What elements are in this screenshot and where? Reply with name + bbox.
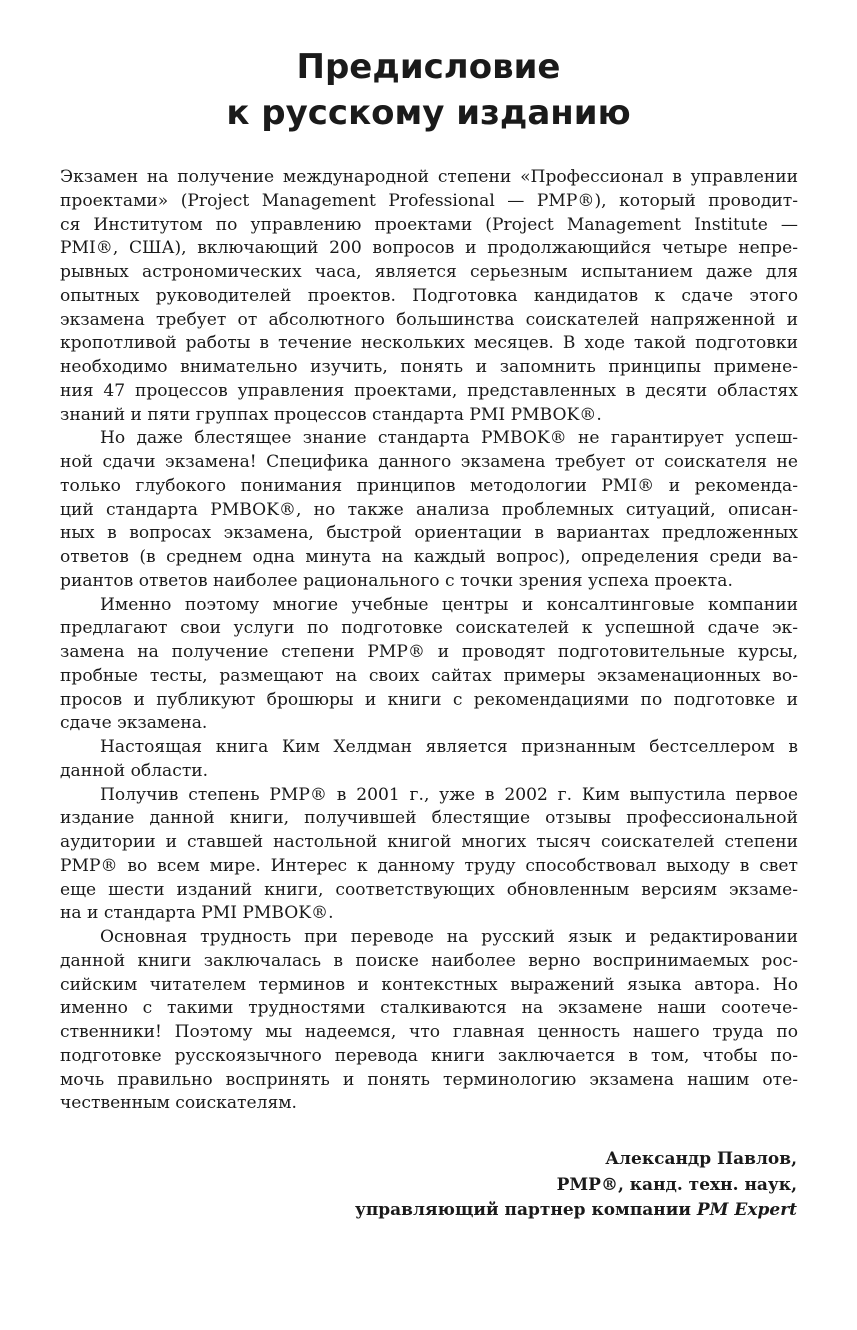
text-line: сийским читателем терминов и контекстных выражений языка автора. Но — [60, 974, 798, 995]
title-line-2: к русскому изданию — [226, 93, 631, 133]
text-line: Экзамен на получение международной степени «Профессионал в управлении — [60, 167, 798, 187]
paragraph — [60, 926, 798, 1116]
text-line: аудитории и ставшей настольной книгой многих тысяч соискателей степени — [60, 832, 798, 852]
paragraph — [60, 736, 798, 784]
text-line: Получив степень PMP® в 2001 г., уже в 2002 г. Ким выпустила первое — [100, 784, 798, 805]
text-line: PMI®, США), включающий 200 вопросов и продолжающийся четыре непре- — [60, 238, 798, 259]
text-line: ной сдачи экзамена! Специфика данного экзамена требует от соискателя не — [60, 452, 798, 472]
text-line: ций стандарта PMBOK®, но также анализа проблемных ситуаций, описан- — [60, 499, 798, 520]
preface-body — [60, 166, 798, 1116]
text-line: мочь правильно воспринять и понять терминологию экзамена нашим оте- — [60, 1069, 798, 1090]
paragraph — [60, 166, 798, 427]
text-line: замена на получение степени PMP® и проводят подготовительные курсы, — [60, 642, 798, 662]
text-line: ответов (в среднем одна минута на каждый вопрос), определения среди ва- — [60, 547, 798, 567]
text-line: Настоящая книга Ким Хелдман является признанным бестселлером в — [100, 737, 798, 757]
text-line: знаний и пяти группах процессов стандарта PMI PMBOK®. — [60, 404, 602, 425]
text-line: еще шести изданий книги, соответствующих обновленным версиям экзаме- — [60, 879, 798, 900]
text-line: Но даже блестящее знание стандарта PMBOK® не гарантирует успеш- — [100, 428, 798, 449]
text-line: данной области. — [60, 760, 209, 781]
text-line: просов и публикуют брошюры и книги с рекомендациями по подготовке и — [60, 689, 798, 710]
text-line: именно с такими трудностями сталкиваются на экзамене наши соотече- — [60, 998, 798, 1019]
text-line: данной книги заключалась в поиске наиболее верно воспринимаемых рос- — [60, 950, 798, 971]
text-line: кропотливой работы в течение нескольких месяцев. В ходе такой подготовки — [60, 333, 798, 354]
text-line: ственники! Поэтому мы надеемся, что главная ценность нашего труда по — [60, 1022, 798, 1042]
text-line: пробные тесты, размещают на своих сайтах примеры экзаменационных во- — [60, 665, 798, 686]
text-line: ния 47 процессов управления проектами, представленных в десяти областях — [60, 380, 798, 401]
text-line: чественным соискателям. — [60, 1093, 297, 1114]
text-line: опытных руководителей проектов. Подготовка кандидатов к сдаче этого — [60, 285, 798, 306]
signature-name: Александр Павлов, — [605, 1149, 797, 1169]
page-title — [0, 44, 857, 136]
paragraph — [60, 784, 798, 927]
text-line: сдаче экзамена. — [60, 713, 208, 734]
text-line: PMP® во всем мире. Интерес к данному труду способствовал выходу в свет — [60, 855, 798, 876]
text-line: экзамена требует от абсолютного большинства соискателей напряженной и — [60, 309, 798, 330]
paragraph — [60, 594, 798, 737]
text-line: издание данной книги, получившей блестящие отзывы профессиональной — [60, 808, 798, 829]
text-line: ся Институтом по управлению проектами (Project Management Institute — — [60, 214, 798, 235]
text-line: подготовке русскоязычного перевода книги заключается в том, чтобы по- — [60, 1045, 798, 1066]
signature-position — [355, 1198, 797, 1224]
text-line: Основная трудность при переводе на русский язык и редактировании — [100, 927, 798, 947]
text-line: рывных астрономических часа, является серьезным испытанием даже для — [60, 262, 798, 282]
text-line: необходимо внимательно изучить, понять и запомнить принципы примене- — [60, 357, 798, 377]
signature-company: PM Expert — [696, 1200, 797, 1220]
text-line: Именно поэтому многие учебные центры и консалтинговые компании — [100, 594, 798, 615]
paragraph — [60, 427, 798, 593]
signature-block — [355, 1147, 797, 1224]
text-line: риантов ответов наиболее рационального с точки зрения успеха проекта. — [60, 570, 733, 591]
signature-credentials: PMP®, канд. техн. наук, — [556, 1174, 797, 1195]
text-line: только глубокого понимания принципов методологии PMI® и рекоменда- — [60, 475, 798, 496]
text-line: проектами» (Project Management Professional — PMP®), который проводит- — [60, 190, 798, 211]
text-line: ных в вопросах экзамена, быстрой ориентации в вариантах предложенных — [60, 523, 798, 544]
signature-position-text: управляющий партнер компании — [354, 1200, 697, 1220]
text-line: предлагают свои услуги по подготовке соискателей к успешной сдаче эк- — [60, 618, 798, 639]
title-line-1: Предисловие — [296, 47, 561, 87]
text-line: на и стандарта PMI PMBOK®. — [60, 903, 334, 924]
